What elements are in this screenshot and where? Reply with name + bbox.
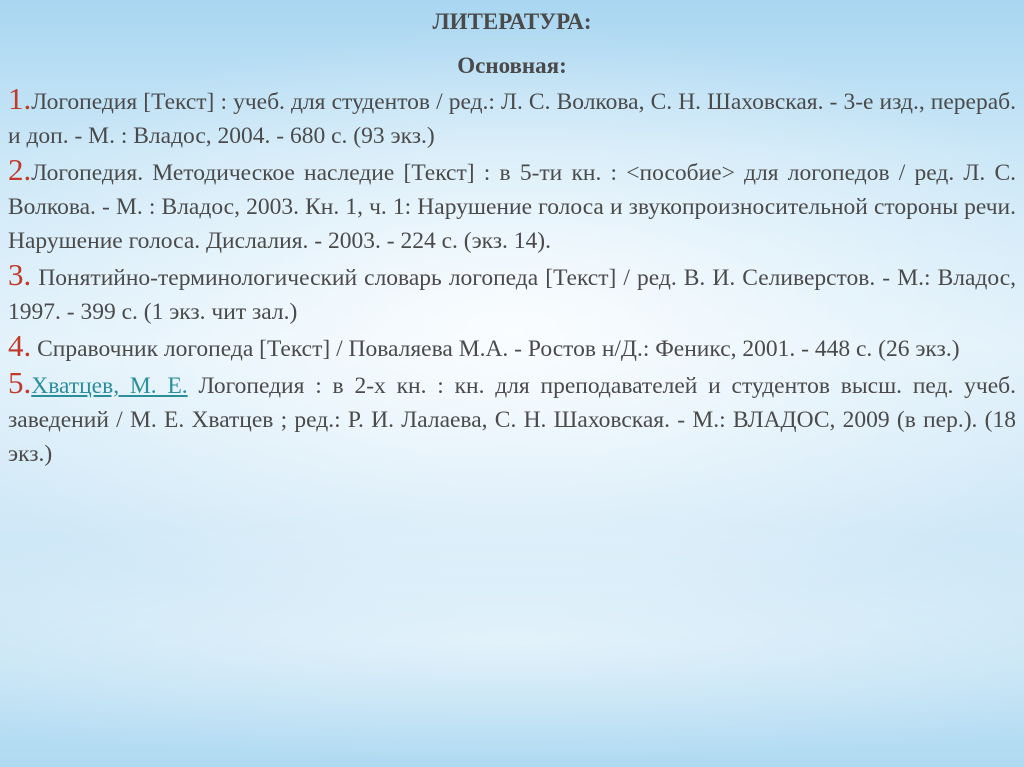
page-title: ЛИТЕРАТУРА: [432,9,592,34]
reference-item-5 [8,366,1016,471]
reference-number: 1. [8,81,32,116]
reference-item-1 [8,82,1016,153]
reference-number: 2. [8,152,32,187]
reference-text: Логопедия : в 2-х кн. : кн. для преподавателей и студентов высш. пед. учеб. заведений / М. Е. Хватцев ; ред.: Р. И. Лалаева, С. Н. Шаховская. - М.: ВЛАДОС, 2009 (в пер.). (18 экз.) [8,373,1017,467]
author-link[interactable]: Хватцев, М. Е. [31,373,188,399]
reference-item-3 [8,258,1016,329]
reference-item-4 [8,329,1016,366]
reference-text: Логопедия [Текст] : учеб. для студентов / ред.: Л. С. Волкова, С. Н. Шаховская. - 3-е изд., перераб. и доп. - М. : Владос, 2004. - 680 с. (93 экз.) [8,89,1016,149]
reference-text: Справочник логопеда [Текст] / Поваляева М.А. - Ростов н/Д.: Феникс, 2001. - 448 с. (26 экз.) [31,336,960,362]
reference-text: Логопедия. Методическое наследие [Текст] : в 5-ти кн. : <пособие> для логопедов / ред. Л. С. Волкова. - М. : Владос, 2003. Кн. 1, ч. 1: Нарушение голоса и звукопроизносительной стороны речи. Нарушение голоса. Дислалия. - 2003. - 224 с. (экз. 14). [8,160,1016,254]
section-subtitle: Основная: [457,53,567,78]
reference-number: 4. [8,328,32,363]
reference-list [8,82,1016,471]
reference-number: 5. [8,365,32,400]
reference-item-2 [8,153,1016,258]
reference-text: Понятийно-терминологический словарь логопеда [Текст] / ред. В. И. Селиверстов. - М.: Владос, 1997. - 399 с. (1 экз. чит зал.) [8,265,1016,325]
reference-number: 3. [8,257,32,292]
